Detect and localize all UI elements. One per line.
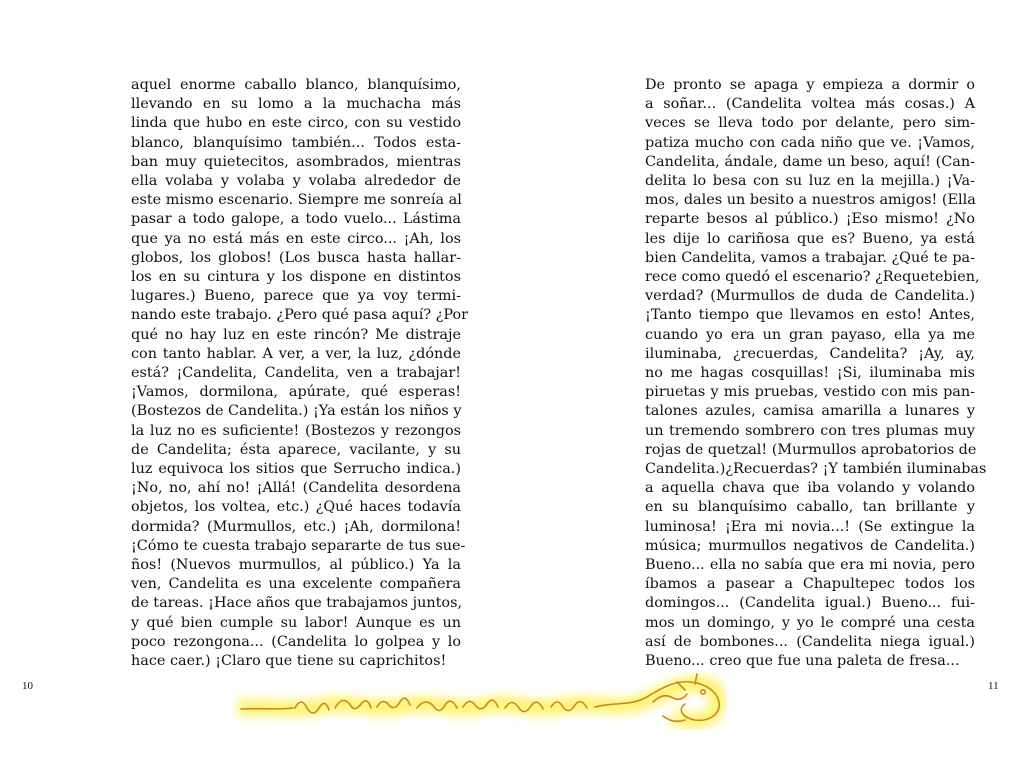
text-line: linda que hubo en este circo, con su vestido <box>131 115 461 132</box>
text-line: reparte besos al público.) ¡Eso mismo! ¿No <box>645 211 975 228</box>
text-line: ban muy quietecitos, asombrados, mientras <box>131 153 461 170</box>
text-line: ¡Cómo te cuesta trabajo separarte de tus sue- <box>131 537 466 554</box>
text-line: qué no hay luz en este rincón? Me distraje <box>131 326 461 343</box>
right-page-number: 11 <box>988 680 999 692</box>
text-line: globos, los globos! (Los busca hasta hallar- <box>131 249 461 266</box>
text-line: rojas de quetzal! (Murmullos aprobatorios de <box>645 441 977 458</box>
text-line: cuando yo era un gran payaso, ella ya me <box>645 326 975 343</box>
glowing-serpent-ornament-icon <box>233 672 727 730</box>
text-line: ella volaba y volaba y volaba alrededor de <box>131 173 461 190</box>
text-line: y qué bien cumple su labor! Aunque es un <box>131 614 461 631</box>
text-line: pasar a todo galope, a todo vuelo... Lástima <box>131 211 461 228</box>
text-line: ños! (Nuevos murmullos, al público.) Ya la <box>131 557 461 574</box>
text-line: este mismo escenario. Siempre me sonreía al <box>131 192 462 209</box>
text-line: los en su cintura y los dispone en distintos <box>131 269 461 286</box>
text-line: la luz no es suficiente! (Bostezos y rezongos <box>131 422 461 439</box>
text-line: talones azules, camisa amarilla a lunares y <box>645 403 975 420</box>
text-line: mos, dales un besito a nuestros amigos! (Ella <box>645 192 976 209</box>
text-line: luminosa! ¡Era mi novia...! (Se extingue la <box>645 518 975 535</box>
text-line: un tremendo sombrero con tres plumas muy <box>645 422 975 439</box>
text-line: música; murmullos negativos de Candelita.) <box>645 537 975 554</box>
text-line: íbamos a pasear a Chapultepec todos los <box>645 576 975 593</box>
text-line: de tareas. ¡Hace años que trabajamos juntos, <box>131 595 463 612</box>
text-line: veces se lleva todo por delante, pero sim- <box>645 115 975 132</box>
text-line: Candelita.)¿Recuerdas? ¡Y también iluminabas <box>645 461 987 478</box>
text-line: patiza mucho con cada niño que ve. ¡Vamos, <box>645 134 975 151</box>
text-line: De pronto se apaga y empieza a dormir o <box>645 77 975 93</box>
text-line: les dije lo cariñosa que es? Bueno, ya está <box>645 230 975 247</box>
text-line: objetos, los voltea, etc.) ¿Qué haces todavía <box>131 499 461 516</box>
text-line: (Bostezos de Candelita.) ¡Ya están los niños y <box>131 403 462 420</box>
text-line: con tanto hablar. A ver, a ver, la luz, ¿dónde <box>131 345 461 362</box>
text-line: aquel enorme caballo blanco, blanquísimo, <box>131 77 461 93</box>
text-line: piruetas y mis pruebas, vestido con mis pan- <box>645 384 975 401</box>
left-page-number: 10 <box>22 680 33 692</box>
text-line: a soñar... (Candelita voltea más cosas.) A <box>645 96 975 113</box>
text-line: que ya no está más en este circo... ¡Ah, los <box>131 230 461 247</box>
text-line: Bueno... creo que fue una paleta de fresa... <box>645 653 960 670</box>
text-line: poco rezongona... (Candelita lo golpea y lo <box>131 633 461 650</box>
text-line: lugares.) Bueno, parece que ya voy termi- <box>131 288 461 305</box>
text-line: hace caer.) ¡Claro que tiene su caprichitos! <box>131 653 447 670</box>
text-line: Candelita, ándale, dame un beso, aquí! (Can- <box>645 153 975 170</box>
right-page-text <box>645 76 987 671</box>
text-line: domingos... (Candelita igual.) Bueno... fui- <box>645 595 975 612</box>
left-page-text <box>131 76 468 671</box>
text-line: rece como quedó el escenario? ¿Requetebien, <box>645 269 980 286</box>
text-line: bien Candelita, vamos a trabajar. ¿Qué te pa- <box>645 249 975 266</box>
text-line: ¡Tanto tiempo que llevamos en esto! Antes, <box>645 307 975 324</box>
text-line: luz equivoca los sitios que Serrucho indica.) <box>131 461 461 478</box>
text-line: llevando en su lomo a la muchacha más <box>131 96 461 113</box>
text-line: blanco, blanquísimo también... Todos esta- <box>131 134 461 151</box>
text-line: dormida? (Murmullos, etc.) ¡Ah, dormilona! <box>131 518 461 535</box>
text-line: no me hagas cosquillas! ¡Si, iluminaba mis <box>645 365 975 382</box>
text-line: ¡Vamos, dormilona, apúrate, qué esperas! <box>131 384 461 401</box>
text-line: nando este trabajo. ¿Pero qué pasa aquí? ¿Por <box>131 307 468 324</box>
text-line: así de bombones... (Candelita niega igual.) <box>645 633 975 650</box>
text-line: Bueno... ella no sabía que era mi novia, pero <box>645 557 975 574</box>
text-line: ¡No, no, ahí no! ¡Allá! (Candelita desordena <box>131 480 461 497</box>
text-line: iluminaba, ¿recuerdas, Candelita? ¡Ay, ay, <box>645 345 975 362</box>
text-line: ven, Candelita es una excelente compañera <box>131 576 461 593</box>
text-line: en su blanquísimo caballo, tan brillante y <box>645 499 975 516</box>
text-line: delita lo besa con su luz en la mejilla.) ¡Va- <box>645 173 975 190</box>
text-line: de Candelita; ésta aparece, vacilante, y su <box>131 441 461 458</box>
text-line: a aquella chava que iba volando y volando <box>645 480 975 497</box>
text-line: mos un domingo, y yo le compré una cesta <box>645 614 975 631</box>
text-line: verdad? (Murmullos de duda de Candelita.) <box>645 288 975 305</box>
text-line: está? ¡Candelita, Candelita, ven a trabajar! <box>131 365 461 382</box>
